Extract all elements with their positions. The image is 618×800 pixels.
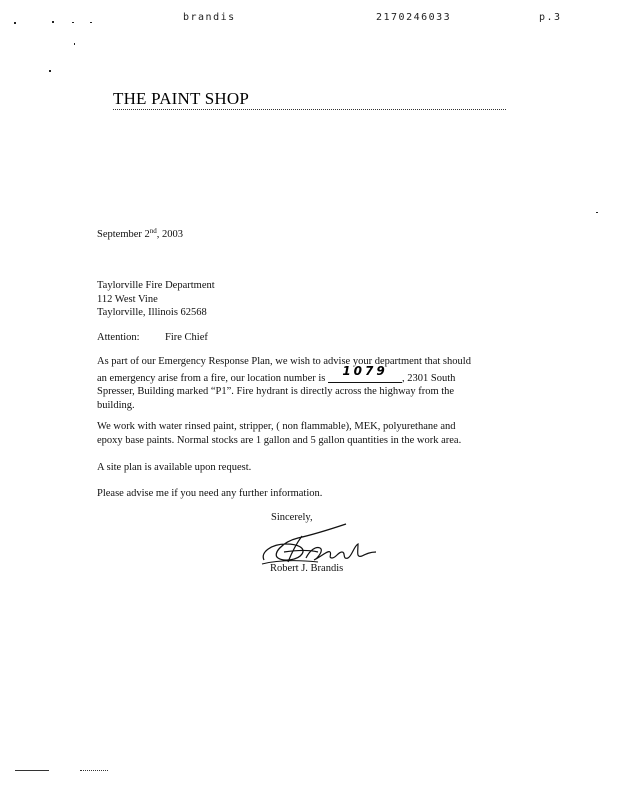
location-number-handwritten: 1079	[342, 363, 388, 378]
paragraph-site-plan	[97, 461, 251, 475]
letterhead-rule	[113, 109, 506, 110]
letterhead-title: THE PAINT SHOP	[113, 89, 249, 108]
paragraph-materials	[97, 420, 461, 447]
paragraph-line-end: , 2301 South	[402, 372, 456, 384]
date-ordinal-suffix: nd	[149, 227, 157, 235]
fax-header-page: p.3	[539, 12, 562, 23]
paragraph-line: Please advise me if you need any further information.	[97, 488, 323, 499]
paragraph-line: Spresser, Building marked “P1”. Fire hydrant is directly across the highway from the	[97, 386, 455, 397]
scan-speck	[90, 22, 92, 23]
scan-speck	[74, 43, 75, 45]
paragraph-line: We work with water rinsed paint, stripper, ( non flammable), MEK, polyurethane and	[97, 421, 456, 432]
signer-name: Robert J. Brandis	[270, 563, 344, 574]
address-line: Taylorville Fire Department	[97, 280, 215, 291]
attention-line	[97, 331, 208, 345]
paragraph-line-start: an emergency arise from a fire, our location number is	[97, 372, 329, 384]
paragraph-further-info	[97, 487, 322, 501]
paragraph-line: building.	[97, 399, 135, 411]
scan-speck	[596, 212, 598, 213]
attention-label: Attention:	[97, 332, 140, 343]
paragraph-line	[97, 363, 471, 386]
paragraph-line: epoxy base paints. Normal stocks are 1 gallon and 5 gallon quantities in the work area.	[97, 434, 462, 446]
paragraph-line: As part of our Emergency Response Plan, we wish to advise your department that should	[97, 356, 471, 367]
recipient-address	[97, 279, 215, 320]
handwritten-signature	[258, 522, 383, 568]
paragraph-emergency-plan	[97, 355, 471, 412]
date-year: , 2003	[156, 229, 184, 240]
paragraph-line: A site plan is available upon request.	[97, 462, 252, 473]
scan-speck	[14, 22, 16, 24]
address-line: 112 West Vine	[97, 293, 158, 305]
date-month-day: September 2	[97, 229, 150, 240]
attention-value: Fire Chief	[165, 332, 208, 343]
address-line: Taylorville, Illinois 62568	[97, 307, 207, 318]
fax-artifact-dots	[80, 770, 108, 771]
fax-header-number: 2170246033	[376, 12, 452, 23]
location-number-blank	[328, 363, 402, 383]
letter-date	[97, 228, 183, 242]
closing-salutation: Sincerely,	[271, 512, 313, 523]
fax-header-sender: brandis	[183, 12, 236, 23]
scan-speck	[72, 22, 74, 23]
fax-artifact-line	[15, 770, 49, 771]
scan-speck	[49, 70, 51, 72]
scan-speck	[52, 21, 54, 23]
